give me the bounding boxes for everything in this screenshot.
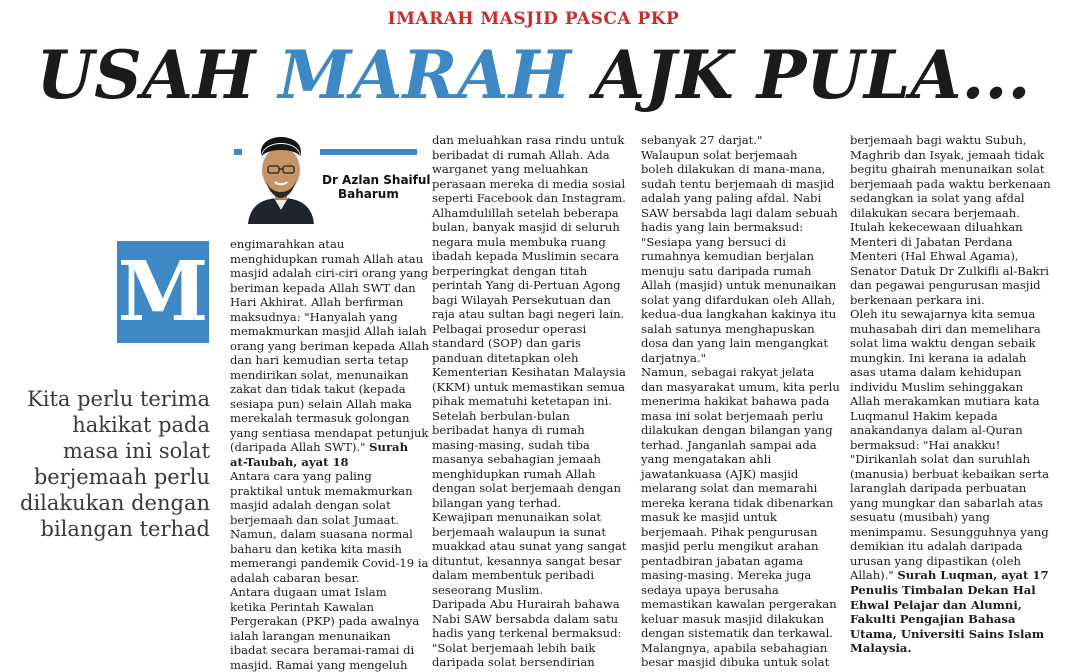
text-line: merekalah termasuk golongan [230,411,429,426]
text-line: hadis yang lain bermaksud: [641,220,840,235]
text-line: Setelah berbulan-bulan [432,409,627,424]
text-line: Itulah kekecewaan diluahkan [850,220,1051,235]
text-line: kedua-dua langkahan kakinya itu [641,307,840,322]
text-line: Allah)." Surah Luqman, ayat 17 [850,568,1051,583]
text-line: standard (SOP) dan garis [432,336,627,351]
text-line: mungkin. Ini kerana ia adalah [850,351,1051,366]
text-line: raja atau sultan bagi negeri lain. [432,307,627,322]
text-line: warganet yang meluahkan [432,162,627,177]
text-line: masanya sebahagian jemaah [432,452,627,467]
text-line: sudah tentu berjemaah di masjid [641,177,840,192]
text-line: zakat dan tidak takut (kepada [230,382,429,397]
text-line: solat lima waktu dengan sebaik [850,336,1051,351]
text-line: berjemaah pada waktu berkenaan [850,177,1051,192]
article-column-4 [850,133,1051,583]
text-line: (KKM) untuk memastikan semua [432,380,627,395]
text-line: beriman kepada Allah SWT dan [230,281,429,296]
text-line: Antara cara yang paling [230,469,429,484]
text-line: perintah Yang di-Pertuan Agong [432,278,627,293]
text-line: bagi Wilayah Persekutuan dan [432,293,627,308]
text-line: "Solat berjemaah lebih baik [432,641,627,656]
text-line: melarang solat dan memarahi [641,481,840,496]
text-line: Maghrib dan Isyak, jemaah tidak [850,148,1051,163]
text-line: maksudnya: "Hanyalah yang [230,310,429,325]
text-line: sebanyak 27 darjat." [641,133,840,148]
text-line: jawatankuasa (AJK) masjid [641,467,840,482]
text-line: ialah larangan menunaikan [230,629,429,644]
text-line: adalah cabaran besar. [230,571,429,586]
text-line: mendirikan solat, menunaikan [230,368,429,383]
text-line: darjatnya." [641,351,840,366]
text-line: Namun, sebagai rakyat jelata [641,365,840,380]
text-line: adalah yang paling afdal. Nabi [641,191,840,206]
text-line: hadis yang terkenal bermaksud: [432,626,627,641]
text-line: perasaan mereka di media sosial [432,177,627,192]
text-line: sedangkan ia solat yang afdal [850,191,1051,206]
text-line: urusan yang dipastikan (oleh [850,554,1051,569]
text-line: berjemaah. Pihak pengurusan [641,525,840,540]
text-line: Pergerakan (PKP) pada awalnya [230,614,429,629]
text-line: Daripada Abu Hurairah bahawa [432,597,627,612]
text-line: seperti Facebook dan Instagram. [432,191,627,206]
text-line: masing-masing. Mereka juga [641,568,840,583]
text-line: berkenaan perkara ini. [850,293,1051,308]
text-line: menerima hakikat bahawa pada [641,394,840,409]
text-line: Kewajipan menunaikan solat [432,510,627,525]
text-line: Walaupun solat berjemaah [641,148,840,163]
text-line: terhad. Janganlah sampai ada [641,438,840,453]
text-line: Penulis Timbalan Dekan Hal [850,583,1044,598]
text-line: memakmurkan masjid Allah ialah [230,324,429,339]
text-line: Luqmanul Hakim kepada [850,409,1051,424]
text-line: begitu ghairah menunaikan solat [850,162,1051,177]
text-line: (manusia) berbuat kebaikan serta [850,467,1051,482]
text-line: Fakulti Pengajian Bahasa [850,612,1044,627]
text-line: dengan solat berjemaah dengan [432,481,627,496]
text-line: masa ini solat berjemaah perlu [641,409,840,424]
text-line: dalam membentuk peribadi [432,568,627,583]
text-line: Allah (masjid) untuk menunaikan [641,278,840,293]
text-line: dan masyarakat umum, kita perlu [641,380,840,395]
text-line: dan hari kemudian serta tetap [230,353,429,368]
text-line: Ehwal Pelajar dan Alumni, [850,598,1044,613]
text-line: menuju satu daripada rumah [641,264,840,279]
text-line: asas utama dalam kehidupan [850,365,1051,380]
text-line: sedaya upaya berusaha [641,583,840,598]
text-line: panduan ditetapkan oleh [432,351,627,366]
text-line: ketika Perintah Kawalan [230,600,429,615]
text-line: pentadbiran jabatan agama [641,554,840,569]
text-line: bulan, banyak masjid di seluruh [432,220,627,235]
text-line: pihak mematuhi ketetapan ini. [432,394,627,409]
text-line: menimpamu. Sesungguhnya yang [850,525,1051,540]
text-line: engimarahkan atau [230,237,429,252]
text-line: bilangan yang terhad. [432,496,627,511]
text-line: Menteri (Hal Ehwal Agama), [850,249,1051,264]
author-portrait [242,128,320,224]
author-name-line-2: Baharum [322,187,431,201]
text-line: Menteri di Jabatan Perdana [850,235,1051,250]
text-line: salah satunya menghapuskan [641,322,840,337]
text-line: sesuatu (musibah) yang [850,510,1051,525]
text-line: SAW bersabda lagi dalam sebuah [641,206,840,221]
text-line: masjid adalah ciri-ciri orang yang [230,266,429,281]
headline-accent: MARAH [278,36,571,114]
text-line: solat yang difardukan oleh Allah, [641,293,840,308]
text-line: Utama, Universiti Sains Islam [850,627,1044,642]
text-line: Alhamdulillah setelah beberapa [432,206,627,221]
text-line: praktikal untuk memakmurkan [230,484,429,499]
text-line: dilakukan dengan bilangan yang [641,423,840,438]
text-line: dan pegawai pengurusan masjid [850,278,1051,293]
text-line: berperingkat dengan titah [432,264,627,279]
text-line: Antara dugaan umat Islam [230,585,429,600]
text-line: Kementerian Kesihatan Malaysia [432,365,627,380]
text-line: demikian itu adalah daripada [850,539,1051,554]
text-line: laranglah daripada perbuatan [850,481,1051,496]
text-line: Malangnya, apabila sebahagian [641,641,840,656]
article-column-3 [641,133,840,670]
text-line: negara mula membuka ruang [432,235,627,250]
article-column-1 [230,237,429,672]
text-line: keluar masuk masjid dilakukan [641,612,840,627]
text-line: muakkad atau sunat yang sangat [432,539,627,554]
text-line: dilakukan secara berjemaah. [850,206,1051,221]
text-line: Pelbagai prosedur operasi [432,322,627,337]
text-line: berjemaah bagi waktu Subuh, [850,133,1051,148]
text-line: anakandanya dalam al-Quran [850,423,1051,438]
text-line: yang mungkar dan sabarlah atas [850,496,1051,511]
text-line: dituntut, kesannya sangat besar [432,554,627,569]
text-line: Senator Datuk Dr Zulkifli al-Bakri [850,264,1051,279]
headline [0,40,1067,110]
text-line: "Sesiapa yang bersuci di [641,235,840,250]
text-line: masing-masing, sudah tiba [432,438,627,453]
text-line: muhasabah diri dan memelihara [850,322,1051,337]
text-line: besar masjid dibuka untuk solat [641,655,840,670]
text-line: berjemaah walaupun ia sunat [432,525,627,540]
text-line: Oleh itu sewajarnya kita semua [850,307,1051,322]
text-line: rumahnya kemudian berjalan [641,249,840,264]
text-line: ibadat secara beramai-ramai di [230,643,429,658]
pull-quote: Kita perlu terima hakikat pada masa ini solat berjemaah perlu dilakukan dengan bilangan terhad [20,386,210,542]
text-line: (daripada Allah SWT)." Surah [230,440,429,455]
text-line: yang sentiasa mendapat petunjuk [230,426,429,441]
text-line: Hari Akhirat. Allah berfirman [230,295,429,310]
text-line: orang yang beriman kepada Allah [230,339,429,354]
text-line: Nabi SAW bersabda dalam satu [432,612,627,627]
text-line: at-Taubah, ayat 18 [230,455,429,470]
headline-part-1: USAH [37,36,279,114]
text-line: dan meluahkan rasa rindu untuk [432,133,627,148]
text-line: mereka kerana tidak dibenarkan [641,496,840,511]
kicker: IMARAH MASJID PASCA PKP [0,9,1067,29]
text-line: boleh dilakukan di mana-mana, [641,162,840,177]
text-line: Namun, dalam suasana normal [230,527,429,542]
text-line: masjid perlu mengikut arahan [641,539,840,554]
text-line: menghidupkan rumah Allah atau [230,252,429,267]
text-line: "Dirikanlah solat dan suruhlah [850,452,1051,467]
text-line: individu Muslim sehinggakan [850,380,1051,395]
author-byline [322,173,431,201]
text-line: dosa dan yang lain mengangkat [641,336,840,351]
text-line: bermaksud: "Hai anakku! [850,438,1051,453]
text-line: Malaysia. [850,641,1044,656]
article-column-2 [432,133,627,670]
text-line: beribadat hanya di rumah [432,423,627,438]
text-line: yang mengatakan ahli [641,452,840,467]
text-line: masuk ke masjid untuk [641,510,840,525]
drop-cap: M [117,241,209,343]
text-line: memastikan kawalan pergerakan [641,597,840,612]
text-line: seseorang Muslim. [432,583,627,598]
text-line: masjid adalah dengan solat [230,498,429,513]
text-line: memerangi pandemik Covid-19 ia [230,556,429,571]
text-line: baharu dan ketika kita masih [230,542,429,557]
text-line: berjemaah dan solat Jumaat. [230,513,429,528]
text-line: menghidupkan rumah Allah [432,467,627,482]
text-line: daripada solat bersendirian [432,655,627,670]
text-line: sesiapa pun) selain Allah maka [230,397,429,412]
text-line: dengan sistematik dan terkawal. [641,626,840,641]
text-line: ibadah kepada Muslimin secara [432,249,627,264]
text-line: masjid. Ramai yang mengeluh [230,658,429,672]
author-note [850,583,1044,656]
text-line: Allah merakamkan mutiara kata [850,394,1051,409]
headline-part-2: AJK PULA... [571,36,1031,114]
text-line: beribadat di rumah Allah. Ada [432,148,627,163]
author-name-line-1: Dr Azlan Shaiful [322,173,431,187]
